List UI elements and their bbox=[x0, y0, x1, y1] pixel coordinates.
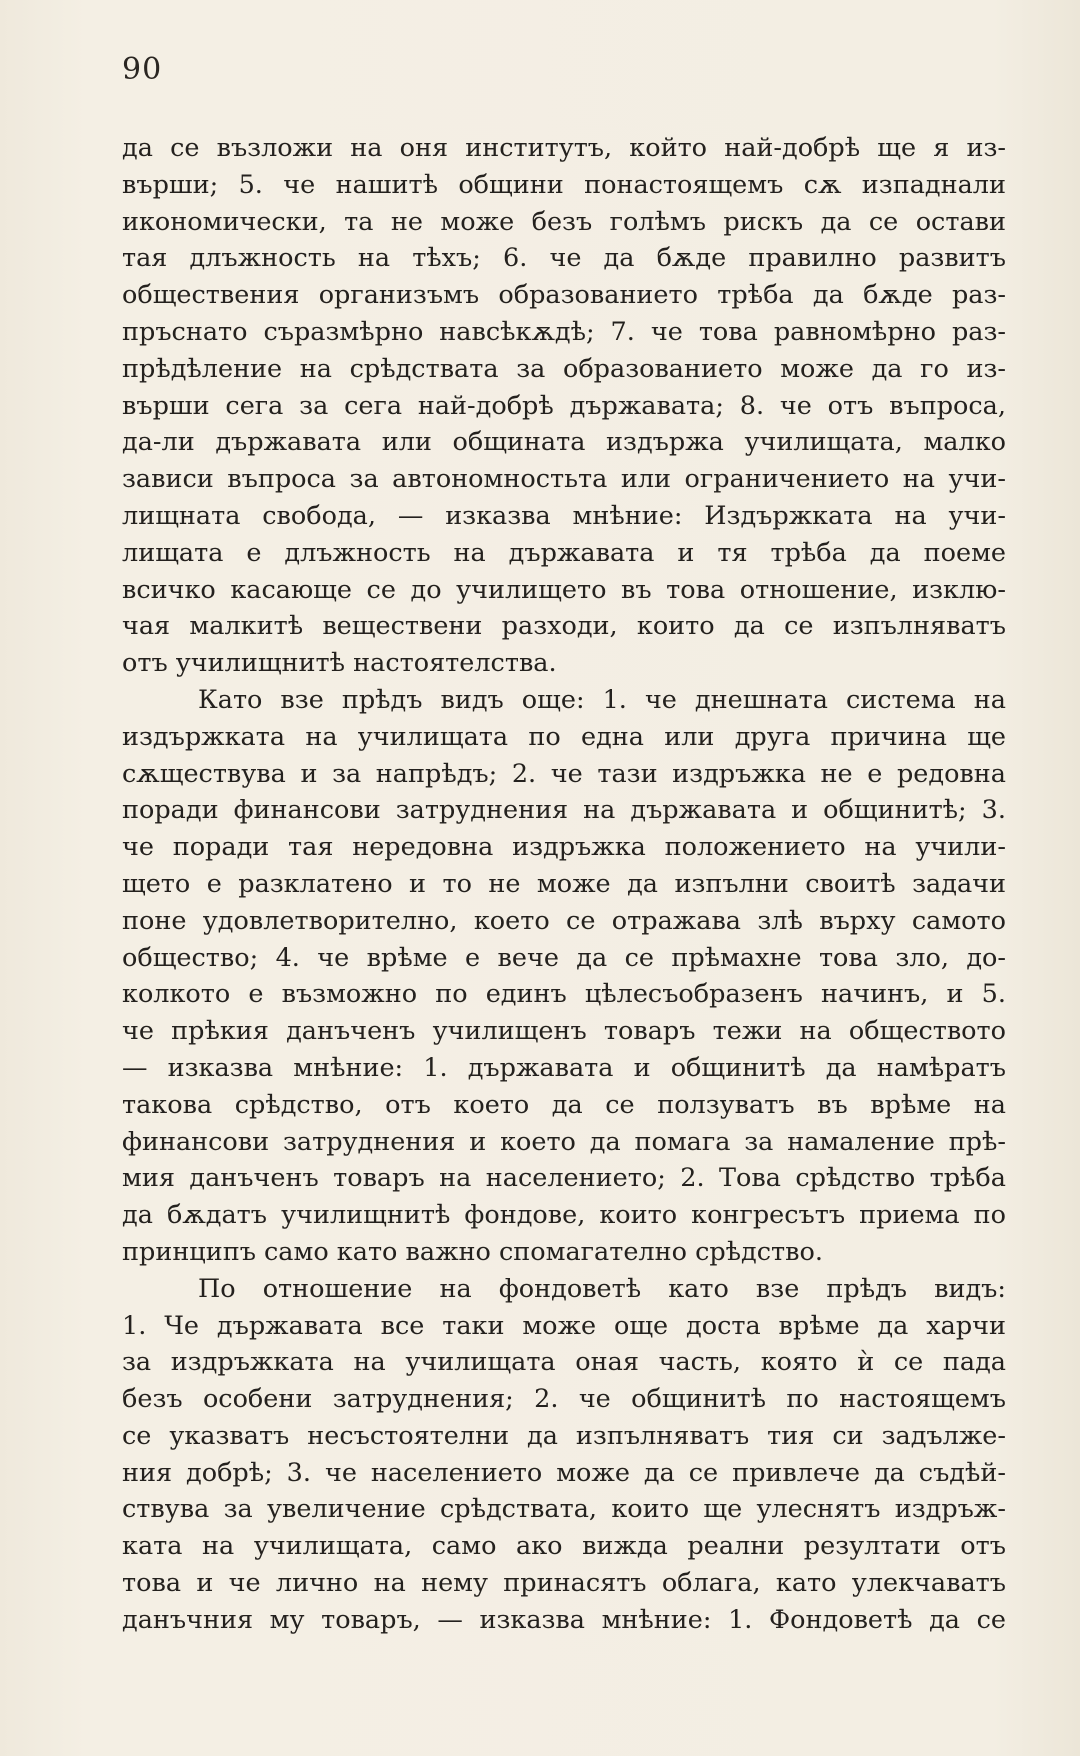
text-line: зависи въпроса за автономностьта или ограничението на учи- bbox=[122, 464, 1006, 495]
text-line: върши; 5. че нашитѣ общини понастоящемъ сѫ изпаднали bbox=[122, 169, 1006, 200]
text-line: колкото е възможно по единъ цѣлесъобразенъ начинъ, и 5. bbox=[122, 979, 1006, 1010]
text-line: това и че лично на нему принасятъ облага, като улекчаватъ bbox=[122, 1568, 1006, 1599]
text-line: принципъ само като важно спомагателно срѣдство. bbox=[122, 1236, 823, 1267]
text-line: ствува за увеличение срѣдствата, които ще улеснятъ издръж- bbox=[122, 1494, 1006, 1525]
text-line: такова срѣдство, отъ което да се ползуватъ въ врѣме на bbox=[122, 1089, 1006, 1120]
text-line: чая малкитѣ веществени разходи, които да се изпълняватъ bbox=[122, 611, 1006, 642]
text-line: ката на училищата, само ако вижда реални резултати отъ bbox=[122, 1531, 1006, 1562]
text-line: ния добрѣ; 3. че населението може да се привлече да съдѣй- bbox=[122, 1457, 1006, 1488]
text-line: за издръжката на училищата оная часть, която ѝ се пада bbox=[122, 1347, 1006, 1378]
text-line: сѫществува и за напрѣдъ; 2. че тази издръжка не е редовна bbox=[122, 758, 1006, 789]
text-line: че прѣкия данъченъ училищенъ товаръ тежи на обществото bbox=[122, 1016, 1006, 1047]
text-line: икономически, та не може безъ голѣмъ рискъ да се остави bbox=[122, 206, 1006, 237]
text-line: да бѫдатъ училищнитѣ фондове, които конгресътъ приема по bbox=[122, 1200, 1006, 1231]
text-line: всичко касающе се до училището въ това отношение, изклю- bbox=[122, 574, 1006, 605]
text-line: тая длъжность на тѣхъ; 6. че да бѫде правилно развитъ bbox=[122, 243, 1006, 274]
text-line: общество; 4. че врѣме е вече да се прѣмахне това зло, до- bbox=[122, 942, 1006, 973]
text-line: лищната свобода, — изказва мнѣние: Издържката на учи- bbox=[122, 500, 1006, 531]
text-line: 1. Че държавата все таки може още доста врѣме да харчи bbox=[122, 1310, 1006, 1341]
text-line: лищата е длъжность на държавата и тя трѣба да поеме bbox=[122, 537, 1006, 568]
text-line: финансови затруднения и което да помага за намаление прѣ- bbox=[122, 1126, 1006, 1157]
text-line: безъ особени затруднения; 2. че общинитѣ по настоящемъ bbox=[122, 1384, 1006, 1415]
text-line: Като взе прѣдъ видъ още: 1. че днешната система на bbox=[198, 684, 1006, 715]
text-line: поради финансови затруднения на държавата и общинитѣ; 3. bbox=[122, 795, 1006, 826]
text-line: данъчния му товаръ, — изказва мнѣние: 1. Фондоветѣ да се bbox=[122, 1604, 1006, 1635]
text-line: обществения организъмъ образованието трѣба да бѫде раз- bbox=[122, 280, 1006, 311]
text-line: поне удовлетворително, което се отражава злѣ върху самото bbox=[122, 905, 1006, 936]
text-line: По отношение на фондоветѣ като взе прѣдъ видъ: bbox=[198, 1273, 1006, 1304]
text-line: да-ли държавата или общината издържа училищата, малко bbox=[122, 427, 1006, 458]
text-line: издържката на училищата по една или друга причина ще bbox=[122, 721, 1006, 752]
text-line: мия данъченъ товаръ на населението; 2. Това срѣдство трѣба bbox=[122, 1163, 1006, 1194]
text-line: върши сега за сега най-добрѣ държавата; 8. че отъ въпроса, bbox=[122, 390, 1006, 421]
text-line: че поради тая нередовна издръжка положението на учили- bbox=[122, 832, 1006, 863]
text-line: прѣдѣление на срѣдствата за образованието може да го из- bbox=[122, 353, 1006, 384]
text-line: се указватъ несъстоятелни да изпълняватъ тия си задълже- bbox=[122, 1420, 1006, 1451]
text-line: щето е разклатено и то не може да изпълни своитѣ задачи bbox=[122, 868, 1006, 899]
text-line: отъ училищнитѣ настоятелства. bbox=[122, 648, 557, 679]
body-text bbox=[122, 130, 1006, 1639]
text-line: пръснато съразмѣрно навсѣкѫдѣ; 7. че това равномѣрно раз- bbox=[122, 316, 1006, 347]
text-line: — изказва мнѣние: 1. държавата и общинитѣ да намѣратъ bbox=[122, 1052, 1006, 1083]
text-line: да се възложи на оня институтъ, който най-добрѣ ще я из- bbox=[122, 133, 1006, 163]
page-number: 90 bbox=[122, 52, 163, 87]
